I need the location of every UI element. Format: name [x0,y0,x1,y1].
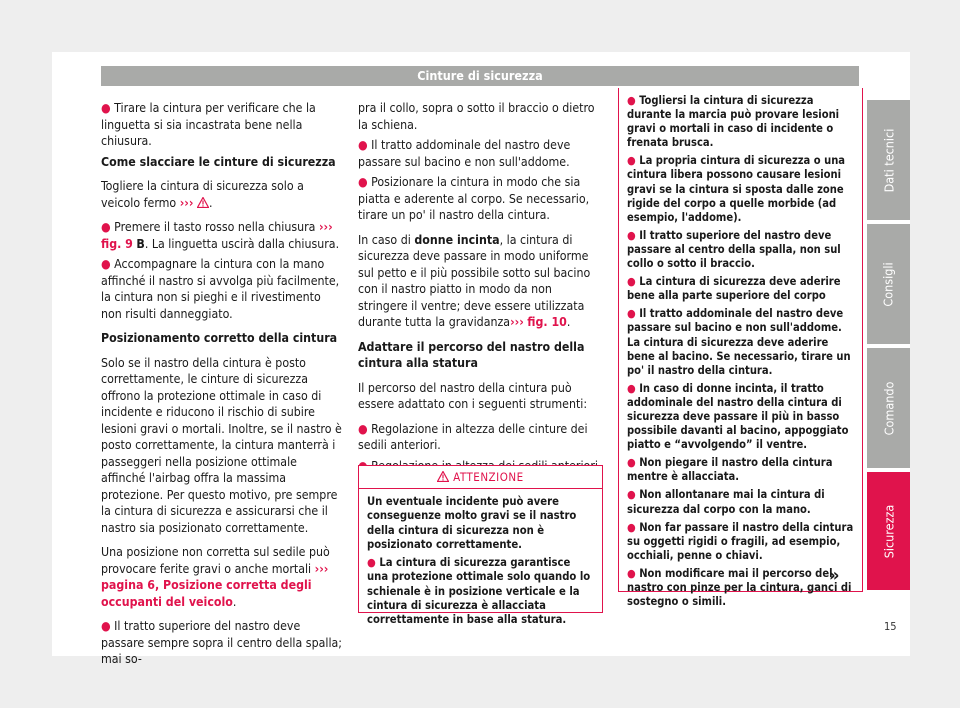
item-text: Premere il tasto rosso nella chiusura [114,220,316,234]
continue-arrow-icon: » [829,565,840,586]
list-item [101,618,343,668]
item-text: Il tratto addominale del nastro deve passare sul bacino e non sull'addome. [358,138,571,169]
arrow-icon: ››› [510,315,524,329]
item-text: Non allontanare mai la cintura di sicurezza dal corpo con la mano. [627,488,825,516]
paragraph: Solo se il nastro della cintura è posto correttamente, le cinture di sicurezza offrono la protezione ottimale in caso di incidente e riducono il rischio di subire lesioni gravi o mortali. Inoltre, se il nastro è posto correttamente, la cintura manterrà i passeggeri nella posizione ottimale affinché l'airbag offra la massima protezione. Per questo motivo, pre sempre la cintura di sicurezza e assicurarsi che il nastro sia posizionato correttamente. [101,355,342,535]
list-item [358,421,602,454]
warning-header [359,466,602,489]
item-text: . La linguetta uscirà dalla chiusura. [144,236,340,251]
item-text: La cintura di sicurezza deve aderire bene alla parte superiore del corpo [627,275,841,303]
item-text: La cintura di sicurezza garantisce una protezione ottimale solo quando lo schienale è in posizione verticale e la cintura di sicurezza è allacciata correttamente in base alla statura. [367,556,591,627]
tab-label: Sicurezza [881,504,897,558]
paragraph: Il percorso del nastro della cintura può essere adattato con i seguenti strumenti: [358,380,588,411]
punctuation: . [232,594,237,609]
tab-consigli[interactable] [867,224,910,344]
bullet-icon: ● [101,220,111,234]
bullet-icon: ● [101,101,111,115]
paragraph-text: , la cintura di sicurezza deve passare in modo uniforme sul petto e il più possibile sotto sul bacino con il nastro piatto in modo da non stringere il ventre; deve essere utilizzata durante tutta la gravidanza [358,232,591,329]
arrow-icon: ››› [179,195,194,210]
item-text: Non far passare il nastro della cintura su oggetti rigidi o fragili, ad esempio, occhiali, penne o chiavi. [627,520,854,562]
tab-comando[interactable] [867,348,910,468]
item-text: Posizionare la cintura in modo che sia piatta e aderente al corpo. Se necessario, tirare un po' il nastro della cintura. [358,175,590,222]
warning-paragraph: Un eventuale incidente può avere conseguenze molto gravi se il nastro della cintura di sicurezza non è posizionato correttamente. [367,495,577,551]
warning-triangle-icon [437,471,449,482]
bold-text: donne incinta [414,232,500,247]
bullet-icon: ● [627,381,636,395]
paragraph [358,232,602,331]
section-heading: Adattare il percorso del nastro della cintura alla statura [358,339,585,370]
bullet-icon: ● [101,619,111,633]
page-number: 15 [884,620,897,633]
item-text: Togliersi la cintura di sicurezza durante la marcia può provare lesioni gravi o mortali in caso di incidente o frenata brusca. [627,94,840,150]
arrow-icon: ››› [318,220,333,234]
list-item [627,307,854,377]
list-item [627,456,854,484]
tab-label: Dati tecnici [881,128,897,192]
bullet-icon: ● [101,257,111,271]
column-1 [101,100,343,676]
warning-title: ATTENZIONE [453,470,524,484]
page-header [101,66,859,86]
bullet-icon: ● [627,566,636,580]
warning-triangle-icon [197,197,209,208]
list-item [627,382,854,452]
warning-body [359,489,602,636]
bullet-icon: ● [358,175,368,189]
paragraph-text: Una posizione non corretta sul sedile può provocare ferite gravi o anche mortali [101,545,330,576]
warning-continuation-box [618,88,863,609]
page-link[interactable]: pagina 6, Posizione corretta degli occupanti del veicolo [101,578,312,609]
bullet-icon: ● [627,94,636,107]
bullet-icon: ● [627,228,636,242]
bullet-icon: ● [627,307,636,321]
item-text: In caso di donne incinta, il tratto addominale del nastro della cintura di sicurezza deve passare il più in basso possibile davanti al bacino, appoggiato piatto e “avvolgendo” il ventre. [627,381,849,452]
page-title: Cinture di sicurezza [417,68,543,83]
list-item [627,94,854,150]
figure-letter: B [136,236,145,251]
paragraph: pra il collo, sopra o sotto il braccio o dietro la schiena. [358,101,595,132]
tab-label: Consigli [881,261,896,307]
list-item [101,100,343,150]
figure-link[interactable]: fig. 10 [527,315,567,329]
tab-sicurezza[interactable] [867,472,910,590]
item-text: Accompagnare la cintura con la mano affinché il nastro si avvolga più facilmente, la cintura non si pieghi e il rivestimento non risulti danneggiato. [101,257,340,321]
item-text: Il tratto superiore del nastro deve passare al centro della spalla, non sul collo o sotto il braccio. [627,228,841,271]
list-item [367,556,594,627]
item-text: Il tratto addominale del nastro deve passare sul bacino e non sull'addome. La cintura di sicurezza deve aderire bene al bacino. Se necessario, tirare un po' il nastro della cintura. [627,307,851,377]
bullet-icon: ● [627,520,636,534]
list-item [627,229,854,271]
bullet-icon: ● [627,154,636,168]
section-heading: Come slacciare le cinture di sicurezza [101,154,336,169]
item-text: Non modificare mai il percorso del nastro con pinze per la cintura, ganci di sostegno o simili. [627,566,852,609]
warning-list [619,88,862,617]
list-item [358,137,602,170]
list-item [101,219,343,252]
arrow-icon: ››› [314,561,329,576]
bullet-icon: ● [627,488,636,502]
bullet-icon: ● [358,421,368,436]
paragraph [101,544,343,610]
list-item [101,256,343,322]
bullet-icon: ● [358,138,368,152]
item-text: Il tratto superiore del nastro deve passare sempre sopra il centro della spalla; mai so- [101,619,343,666]
tab-label: Comando [881,381,897,435]
bullet-icon: ● [627,456,636,470]
paragraph-text: Togliere la cintura di sicurezza solo a veicolo fermo [101,179,304,210]
figure-link[interactable]: fig. 9 [101,236,133,251]
item-text: Non piegare il nastro della cintura mentre è allacciata. [627,456,833,484]
warning-box [358,465,603,627]
list-item [627,567,854,609]
list-item [627,275,854,303]
list-item [358,174,602,224]
punctuation: . [566,315,571,329]
list-item [627,521,854,563]
bullet-icon: ● [627,275,636,289]
paragraph: Togliere la cintura di sicurezza solo a veicolo fermo ››› . [101,179,304,210]
item-text: Tirare la cintura per verificare che la linguetta si sia incastrata bene nella chiusura. [101,101,316,148]
section-heading: Posizionamento corretto della cintura [101,331,338,345]
bullet-icon: ● [367,556,376,570]
paragraph-text: In caso di [358,232,411,247]
list-item [627,154,854,224]
item-text: Regolazione in altezza delle cinture dei sedili anteriori. [358,421,588,452]
tab-dati-tecnici[interactable] [867,100,910,220]
list-item [627,488,854,516]
item-text: La propria cintura di sicurezza o una cintura libera possono causare lesioni gravi se la cintura si sposta dalle zone rigide del corpo a quelle morbide (ad esempio, l'addome). [627,154,846,224]
column-2 [358,100,602,478]
